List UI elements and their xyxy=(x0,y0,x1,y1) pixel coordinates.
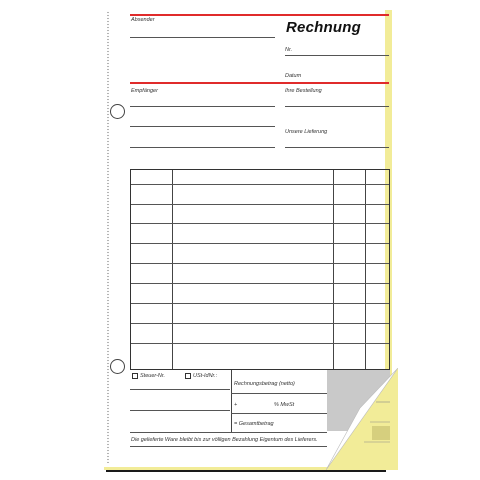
total-label: = Gesamtbetrag xyxy=(234,421,274,427)
tax-line-2 xyxy=(130,410,230,411)
items-table xyxy=(130,169,390,370)
punch-hole-top xyxy=(110,104,125,119)
table-column-divider xyxy=(333,170,334,369)
date-label: Datum xyxy=(285,73,302,79)
recipient-label: Empfänger xyxy=(131,88,158,94)
tax-line-1 xyxy=(130,389,230,390)
ownership-footer-note: Die gelieferte Ware bleibt bis zur völligen Bezahlung Eigentum des Lieferers. xyxy=(131,437,318,443)
your-order-label: Ihre Bestellung xyxy=(285,88,322,94)
recipient-line-1 xyxy=(130,106,275,107)
sender-line xyxy=(130,37,275,38)
plus-label: + xyxy=(234,402,238,408)
recipient-line-3 xyxy=(130,147,275,148)
table-column-divider xyxy=(365,170,366,369)
vat-line xyxy=(231,413,327,414)
table-row xyxy=(131,303,389,304)
table-row xyxy=(131,283,389,284)
footer-underline xyxy=(130,446,327,447)
punch-hole-bottom xyxy=(110,359,125,374)
number-line xyxy=(285,55,389,56)
document-title: Rechnung xyxy=(286,19,361,36)
table-row xyxy=(131,243,389,244)
number-label: Nr. xyxy=(285,47,293,53)
table-row xyxy=(131,184,389,185)
table-row xyxy=(131,223,389,224)
table-row xyxy=(131,323,389,324)
totals-divider xyxy=(231,370,232,432)
vat-percent-label: % MwSt xyxy=(274,402,295,408)
address-red-line xyxy=(130,82,389,84)
table-row xyxy=(131,263,389,264)
your-order-line xyxy=(285,106,389,107)
header-red-line xyxy=(130,14,389,16)
sender-label: Absender xyxy=(131,17,155,23)
vat-id-checkbox[interactable] xyxy=(185,373,191,379)
recipient-line-2 xyxy=(130,126,275,127)
tax-number-label: Steuer-Nr. xyxy=(140,373,166,379)
our-delivery-label: Unsere Lieferung xyxy=(285,129,328,135)
table-column-divider xyxy=(172,170,173,369)
page-curl-corner xyxy=(326,368,398,470)
table-row xyxy=(131,204,389,205)
vat-id-label: USt-IdNr.: xyxy=(193,373,218,379)
net-amount-line xyxy=(231,393,327,394)
tax-number-checkbox[interactable] xyxy=(132,373,138,379)
our-delivery-line xyxy=(285,147,389,148)
net-amount-label: Rechnungsbetrag (netto) xyxy=(234,381,295,387)
totals-bottom-line xyxy=(130,432,327,433)
perforation-line xyxy=(107,11,109,463)
table-row xyxy=(131,343,389,344)
